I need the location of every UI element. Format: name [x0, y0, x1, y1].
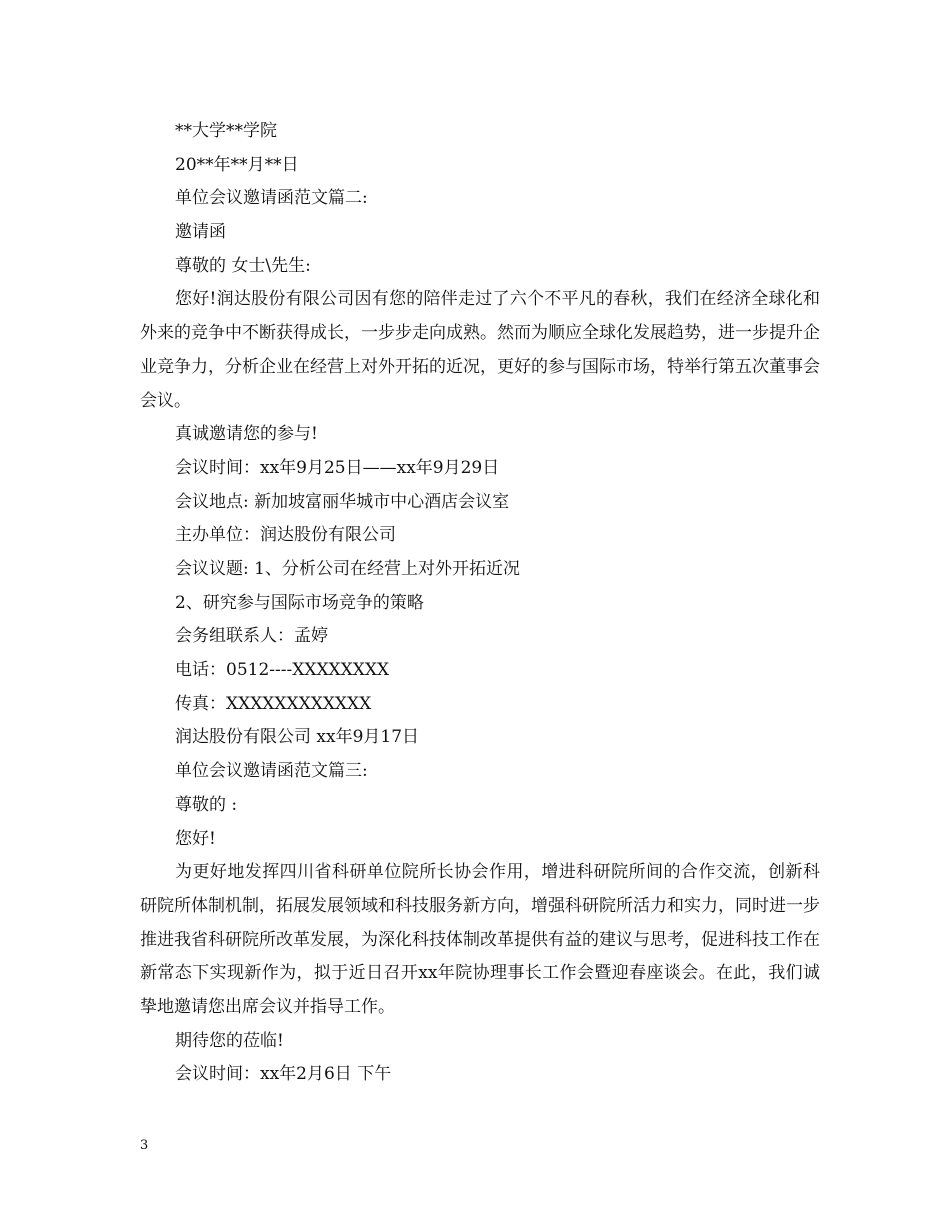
fax: 传真：XXXXXXXXXXXX: [175, 693, 372, 714]
paragraph: 您好!润达股份有限公司因有您的陪伴走过了六个不平凡的春秋，我们在经济全球化和外来的竞争中不断获得成长，一步步走向成熟。然而为顺应全球化发展趋势，进一步提升企业竞争力，分析企业在经营上对外开拓的近况，更好的参与国际市场，特举行第五次董事会会议。: [140, 289, 820, 411]
meeting-time: 会议时间：xx年9月25日——xx年9月29日: [175, 457, 500, 478]
document-body: [140, 115, 820, 1092]
salutation: 尊敬的 :: [175, 794, 238, 815]
meeting-topic: 2、研究参与国际市场竞争的策略: [175, 592, 424, 613]
organizer: 主办单位：润达股份有限公司: [175, 525, 396, 546]
meeting-location: 会议地点: 新加坡富丽华城市中心酒店会议室: [175, 491, 510, 512]
section-heading: 单位会议邀请函范文篇三:: [175, 761, 368, 782]
meeting-topic: 会议议题: 1、分析公司在经营上对外开拓近况: [175, 559, 520, 579]
phone: 电话：0512----XXXXXXXX: [175, 660, 390, 681]
meeting-time: 会议时间：xx年2月6日 下午: [175, 1064, 392, 1085]
text-line: 期待您的莅临!: [175, 1030, 284, 1051]
text-line: 20**年**月**日: [175, 154, 299, 175]
greeting: 您好!: [175, 828, 216, 849]
signature-date: 润达股份有限公司 xx年9月17日: [175, 727, 420, 748]
page-number: 3: [140, 1138, 149, 1153]
letter-title: 邀请函: [175, 222, 226, 243]
section-heading: 单位会议邀请函范文篇二:: [175, 188, 368, 209]
text-line: **大学**学院: [175, 121, 277, 141]
salutation: 尊敬的 女士\先生:: [175, 255, 311, 276]
contact-person: 会务组联系人：孟婷: [175, 626, 328, 647]
text-line: 真诚邀请您的参与!: [175, 424, 318, 445]
paragraph: 为更好地发挥四川省科研单位院所长协会作用，增进科研院所间的合作交流，创新科研院所体制机制，拓展发展领域和科技服务新方向，增强科研院所活力和实力，同时进一步推进我省科研院所改革发展，为深化科技体制改革提供有益的建议与思考，促进科技工作在新常态下实现新作为，拟于近日召开xx年院协理事长工作会暨迎春座谈会。在此，我们诚挚地邀请您出席会议并指导工作。: [140, 862, 820, 1017]
